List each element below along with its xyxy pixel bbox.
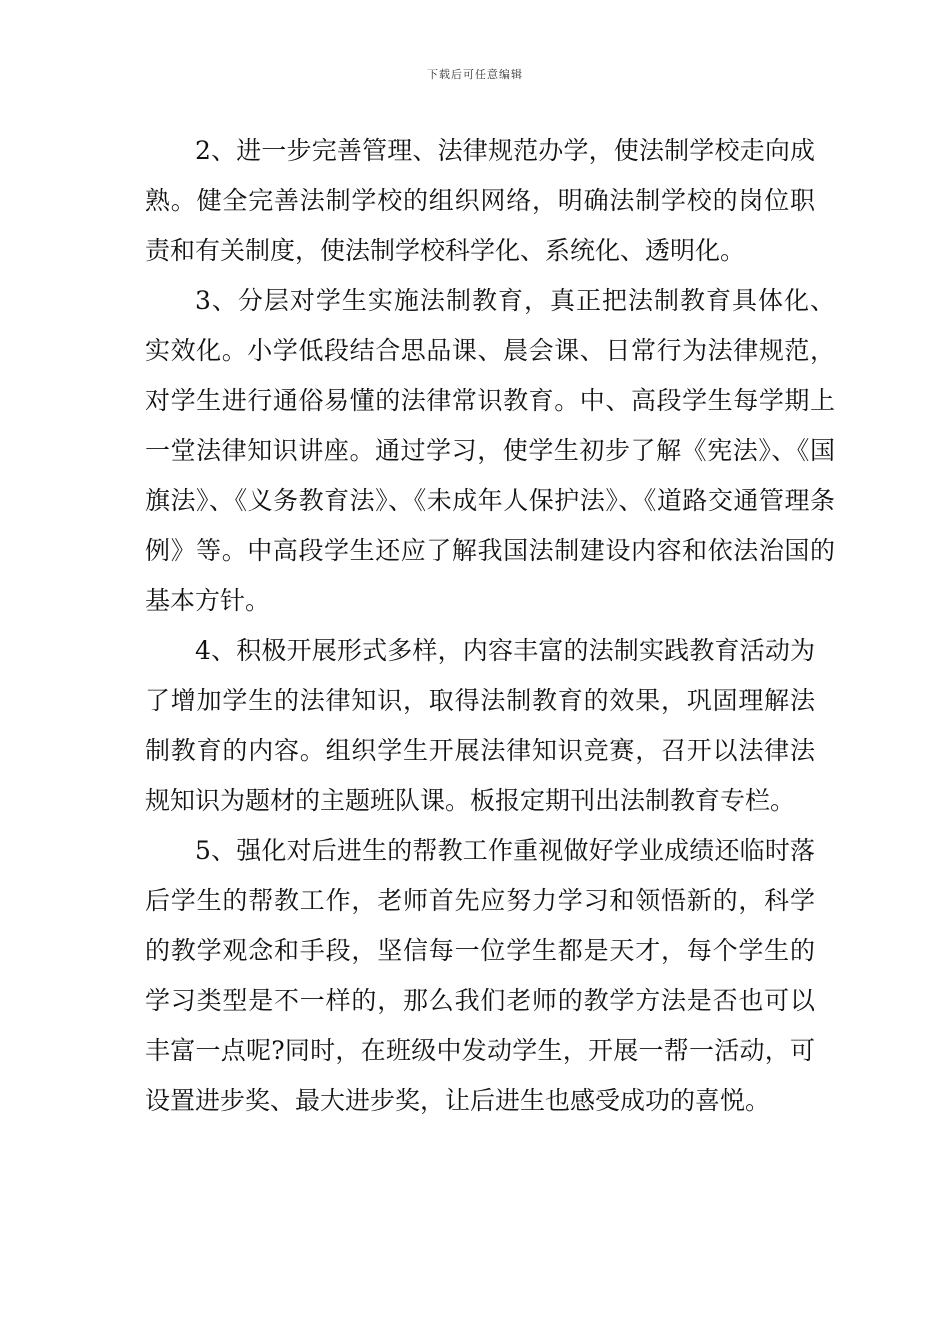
paragraph-4: 4、积极开展形式多样，内容丰富的法制实践教育活动为了增加学生的法律知识，取得法制教育的效果，巩固理解法制教育的内容。组织学生开展法律知识竞赛，召开以法律法规知识为题材的主题班队课。板报定期刊出法制教育专栏。 [145, 636, 815, 815]
paragraph-3: 3、分层对学生实施法制教育，真正把法制教育具体化、实效化。小学低段结合思品课、晨会课、日常行为法律规范，对学生进行通俗易懂的法律常识教育。中、高段学生每学期上一堂法律知识讲座。通过学习，使学生初步了解《宪法》、《国旗法》、《义务教育法》、《未成年人保护法》、《道路交通管理条例》等。中高段学生还应了解我国法制建设内容和依法治国的基本方针。 [145, 286, 835, 615]
paragraph-5: 5、强化对后进生的帮教工作重视做好学业成绩还临时落后学生的帮教工作，老师首先应努力学习和领悟新的，科学的教学观念和手段，坚信每一位学生都是天才，每个学生的学习类型是不一样的，那么我们老师的教学方法是否也可以丰富一点呢?同时，在班级中发动学生，开展一帮一活动，可设置进步奖、最大进步奖，让后进生也感受成功的喜悦。 [145, 836, 815, 1115]
document-body [145, 126, 835, 1126]
paragraph-2: 2、进一步完善管理、法律规范办学，使法制学校走向成熟。健全完善法制学校的组织网络，明确法制学校的岗位职责和有关制度，使法制学校科学化、系统化、透明化。 [145, 136, 815, 265]
page-header: 下载后可任意编辑 [427, 68, 523, 81]
